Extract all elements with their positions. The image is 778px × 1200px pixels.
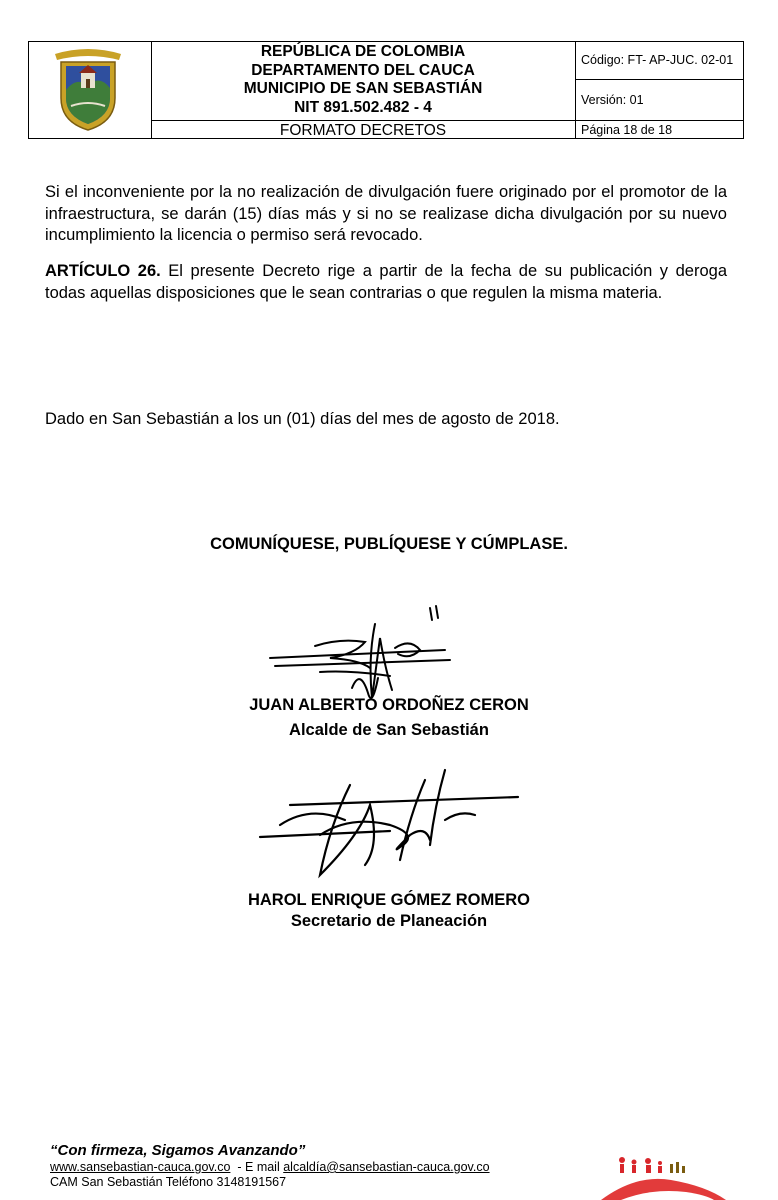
document-version: Versión: 01 — [581, 93, 644, 107]
email-link[interactable]: alcaldía@sansebastian-cauca.gov.co — [283, 1160, 490, 1174]
document-footer — [50, 1142, 590, 1190]
footer-slogan: “Con firmeza, Sigamos Avanzando” — [50, 1142, 306, 1159]
website-link[interactable]: www.sansebastian-cauca.gov.co — [50, 1160, 231, 1174]
format-label: FORMATO DECRETOS — [279, 122, 447, 139]
header-title — [153, 43, 573, 117]
signatory-name: HAROL ENRIQUE GÓMEZ ROMERO — [247, 891, 531, 909]
planning-secretary-signature — [250, 765, 525, 880]
signatory-name: JUAN ALBERTO ORDOÑEZ CERON — [249, 696, 529, 714]
header-title-line: MUNICIPIO DE SAN SEBASTIÁN — [243, 80, 483, 97]
header-title-line: DEPARTAMENTO DEL CAUCA — [251, 61, 475, 79]
page-number: Página 18 de 18 — [581, 123, 673, 137]
article-text: El presente Decreto rige a partir de la fecha de su publicación y deroga todas aquellas disposiciones que le sean contrarias o que regulen la misma materia. — [45, 262, 727, 302]
header-divider — [151, 120, 743, 121]
signatory-role: Secretario de Planeación — [290, 912, 488, 930]
dated-statement: Dado en San Sebastián a los un (01) días del mes de agosto de 2018. — [45, 410, 560, 428]
document-code: Código: FT- AP-JUC. 02-01 — [581, 53, 734, 67]
footer-contact: CAM San Sebastián Teléfono 3148191567 — [50, 1175, 287, 1189]
closing-statement: COMUNÍQUESE, PUBLÍQUESE Y CÚMPLASE. — [210, 535, 568, 553]
article-label: ARTÍCULO 26. — [45, 262, 161, 280]
municipal-shield-logo — [53, 46, 123, 132]
header-divider — [575, 42, 576, 138]
footer-links — [50, 1160, 590, 1175]
article-26 — [45, 261, 727, 304]
header-divider — [575, 79, 743, 80]
header-title-line: REPÚBLICA DE COLOMBIA — [260, 43, 466, 60]
signatory-role: Alcalde de San Sebastián — [289, 721, 489, 739]
document-header-table — [28, 41, 744, 139]
administration-logo — [596, 1152, 736, 1200]
paragraph-divulgation: Si el inconveniente por la no realización de divulgación fuere originado por el promotor de la infraestructura, se darán (15) días más y si no se realizase dicha divulgación por su nuevo incumplimiento la licencia o permiso será revocado. — [45, 183, 727, 244]
header-title-line: NIT 891.502.482 - 4 — [294, 98, 432, 116]
header-divider — [151, 42, 152, 138]
email-prefix: - E mail — [230, 1160, 284, 1174]
